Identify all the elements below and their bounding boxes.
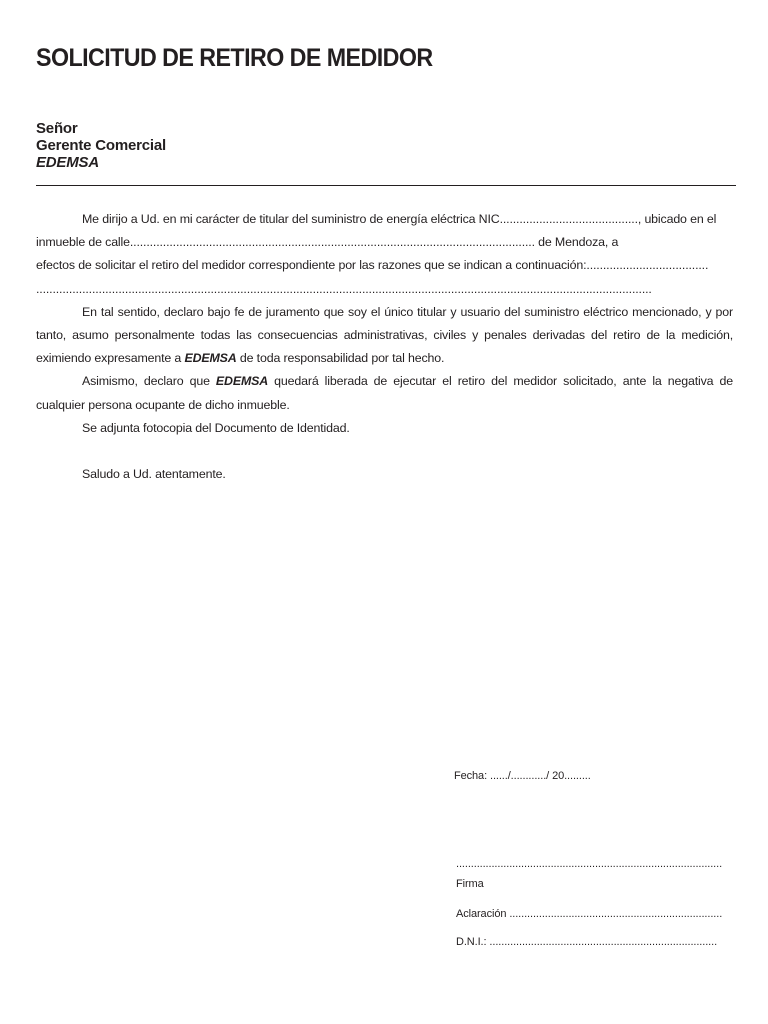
- signature-line: ..........................................................................................: [456, 858, 723, 870]
- release-end: quedará liberada de ejecutar el retiro del medidor solicitado, ante la negativa de cualquier persona ocupante de dicho inmueble.: [36, 374, 733, 412]
- declaration-brand: EDEMSA: [184, 351, 237, 366]
- paragraph-spacer: [36, 440, 733, 463]
- addressee-role: Gerente Comercial: [36, 137, 166, 154]
- paragraph-release: [36, 370, 733, 416]
- paragraph-request-line-4: ...........................................................................................................................................................................................: [36, 281, 652, 296]
- date-field: Fecha: ....../............/ 20.........: [454, 770, 591, 782]
- paragraph-request-line-3: efectos de solicitar el retiro del medidor correspondiente por las razones que se indican a continuación:.....................................: [36, 258, 709, 273]
- paragraph-closing: Saludo a Ud. atentamente.: [82, 467, 226, 482]
- declaration-end: de toda responsabilidad por tal hecho.: [239, 351, 445, 366]
- paragraph-request-line-2: inmueble de calle........................................................................................................................... de Mendoza, a: [36, 235, 619, 250]
- paragraph-declaration: [36, 301, 733, 371]
- letter-body: [36, 208, 733, 486]
- release-start: Asimismo, declaro que: [82, 374, 210, 389]
- signature-label: Firma: [456, 878, 484, 890]
- clarification-field: Aclaración ........................................................................: [456, 908, 723, 920]
- addressee-block: [36, 120, 166, 171]
- dni-field: D.N.I.: .............................................................................: [456, 936, 718, 948]
- header-divider: [36, 185, 736, 186]
- paragraph-request-line-1: Me dirijo a Ud. en mi carácter de titular del suministro de energía eléctrica NIC.........................................., ubicado en el: [82, 212, 717, 226]
- declaration-text: En tal sentido, declaro bajo fe de juramento que soy el único titular y usuario del suministro eléctrico mencionado, y por tanto, asumo personalmente todas las consecuencias administrativas, civiles y penales derivadas del retiro de la medición, eximiendo expresamente a: [36, 304, 733, 366]
- document-title: SOLICITUD DE RETIRO DE MEDIDOR: [36, 44, 433, 72]
- addressee-salutation: Señor: [36, 120, 78, 137]
- release-brand: EDEMSA: [215, 374, 269, 389]
- paragraph-attachment: Se adjunta fotocopia del Documento de Identidad.: [82, 420, 350, 435]
- addressee-company: EDEMSA: [36, 154, 99, 171]
